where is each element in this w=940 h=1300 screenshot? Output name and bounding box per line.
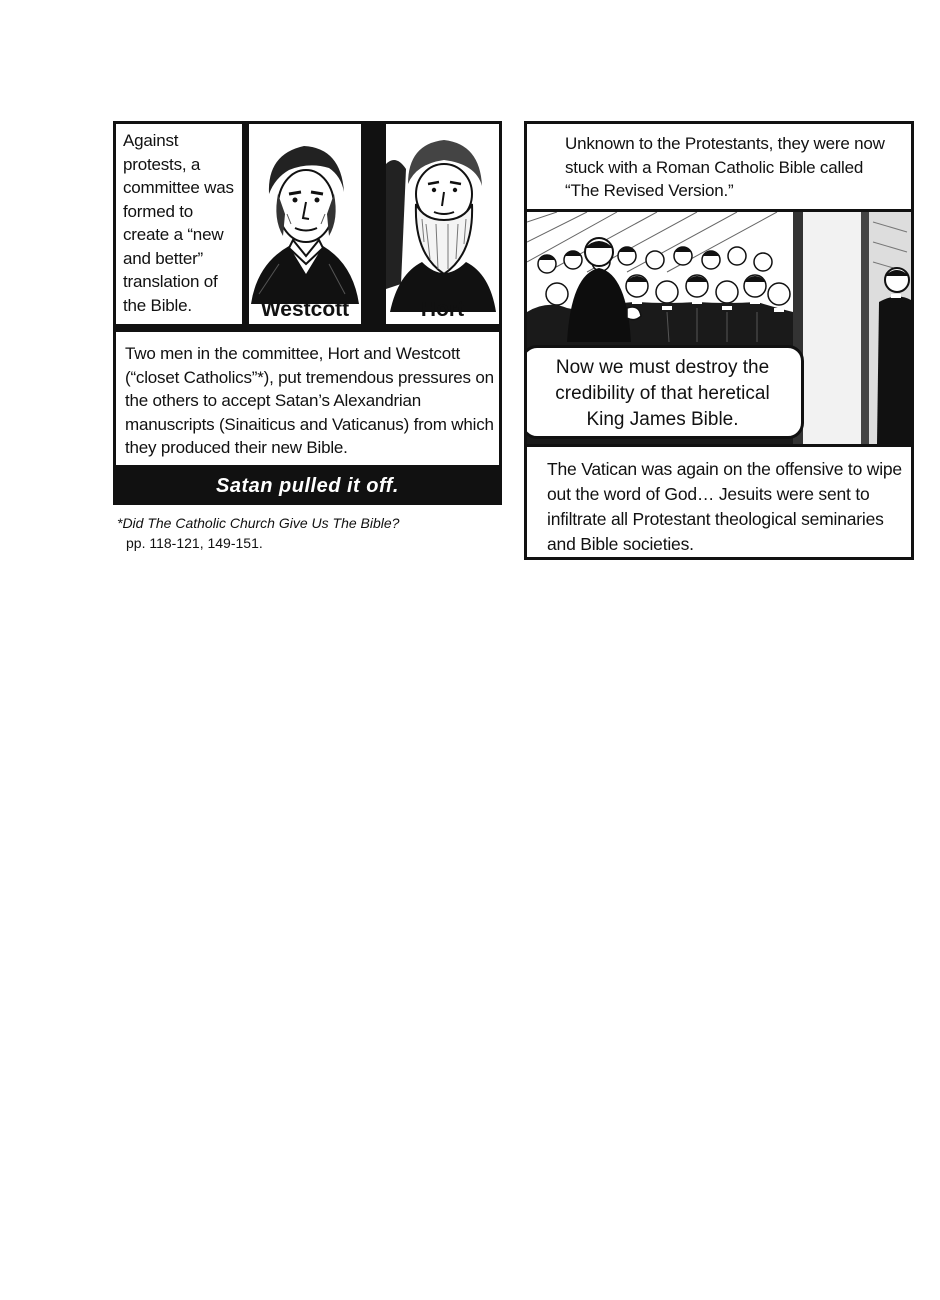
bottom-caption-panel xyxy=(527,444,911,557)
westcott-portrait-illustration xyxy=(249,124,361,324)
committee-caption-panel xyxy=(113,329,502,468)
speech-bubble xyxy=(527,345,804,439)
speech-bubble-text: Now we must destroy the credibility of that heretical King James Bible. xyxy=(555,357,770,430)
top-caption-panel xyxy=(527,124,911,212)
hort-name-label: Hort xyxy=(420,298,465,321)
banner-text: Satan pulled it off. xyxy=(216,475,399,497)
right-comic-block xyxy=(524,121,914,560)
top-caption-text: Unknown to the Protestants, they were now stuck with a Roman Catholic Bible called “The Revised Version.” xyxy=(565,134,885,200)
westcott-portrait-panel xyxy=(246,121,364,327)
intro-caption-text: Against protests, a committee was formed to create a “new and better” translation of the Bible. xyxy=(123,131,234,315)
westcott-name-label: Westcott xyxy=(260,298,350,321)
jesuit-gathering-scene xyxy=(527,212,911,444)
hort-portrait-illustration xyxy=(386,124,499,324)
footnote-pages: pp. 118-121, 149-151. xyxy=(126,535,263,551)
footnote xyxy=(117,513,497,553)
bottom-caption-text: The Vatican was again on the offensive to wipe out the word of God… Jesuits were sent to infiltrate all Protestant theological seminaries and Bible societies. xyxy=(547,459,902,554)
intro-caption-panel xyxy=(113,121,245,327)
footnote-title: *Did The Catholic Church Give Us The Bible? xyxy=(117,515,400,531)
satan-banner xyxy=(113,467,502,505)
left-comic-block xyxy=(113,121,502,505)
hort-portrait-panel xyxy=(383,121,502,327)
committee-caption-text: Two men in the committee, Hort and Westcott (“closet Catholics”*), put tremendous pressures on the others to accept Satan’s Alexandrian manuscripts (Sinaiticus and Vaticanus) from which they produced their new Bible. xyxy=(125,344,494,457)
